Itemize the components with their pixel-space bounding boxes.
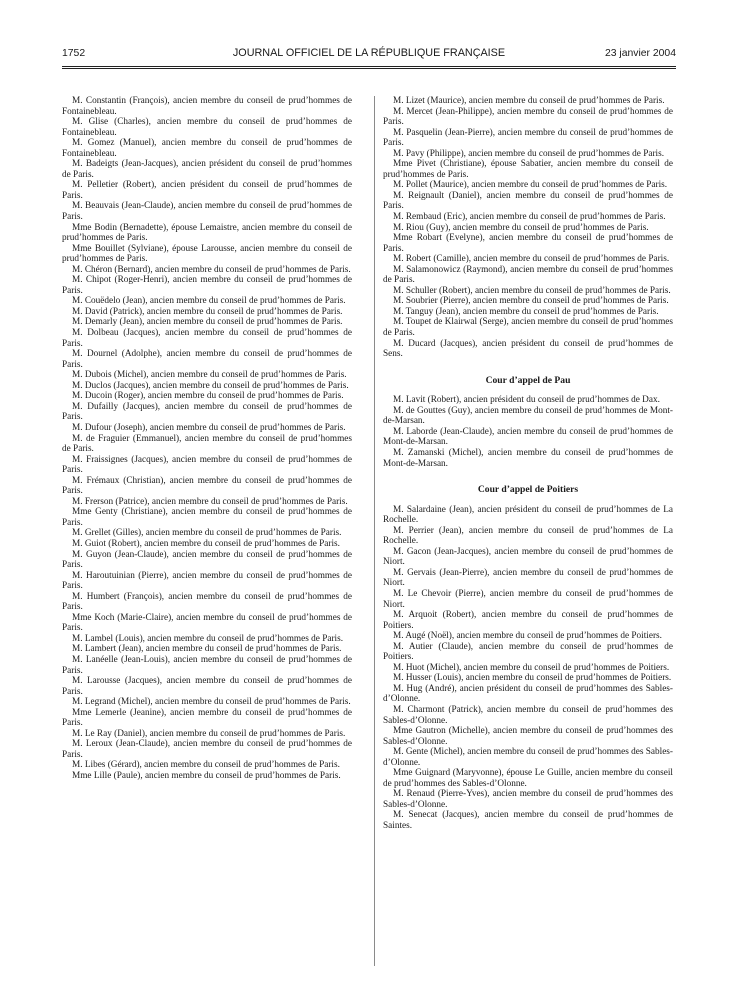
list-entry: M. Le Ray (Daniel), ancien membre du conseil de prud’hommes de Paris. (72, 728, 346, 739)
list-entry: M. Dolbeau (Jacques), ancien membre du conseil de prud’hommes de Paris. (62, 328, 352, 349)
list-entry: M. Gacon (Jean-Jacques), ancien membre du conseil de prud’hommes de Niort. (383, 546, 673, 568)
list-entry: M. Ducoin (Roger), ancien membre du conseil de prud’hommes de Paris. (72, 391, 344, 402)
list-entry: M. Frémaux (Christian), ancien membre du conseil de prud’hommes de Paris. (62, 475, 352, 497)
right-column-entries (383, 96, 673, 360)
list-entry: M. Glise (Charles), ancien membre du conseil de prud’hommes de Fontainebleau. (62, 117, 352, 138)
list-entry: M. Beauvais (Jean-Claude), ancien membre du conseil de prud’hommes de Paris. (62, 201, 352, 223)
list-entry: M. Leroux (Jean-Claude), ancien membre du conseil de prud’hommes de Paris. (62, 739, 352, 760)
list-entry: Mme Lemerle (Jeanine), ancien membre du conseil de prud’hommes de Paris. (62, 707, 352, 729)
list-entry: M. Salardaine (Jean), ancien président du conseil de prud’hommes de La Rochelle. (383, 504, 673, 526)
list-entry: M. Tanguy (Jean), ancien membre du conseil de prud’hommes de Paris. (393, 306, 659, 317)
list-entry: M. de Gouttes (Guy), ancien membre du conseil de prud’hommes de Mont-de-Marsan. (383, 405, 673, 427)
list-entry: M. Gente (Michel), ancien membre du conseil de prud’hommes des Sables-d’Olonne. (383, 747, 673, 768)
list-entry: Mme Guignard (Maryvonne), épouse Le Guille, ancien membre du conseil de prud’hommes des Sables-d’Olonne. (383, 768, 673, 789)
section-heading-pau: Cour d’appel de Pau (485, 374, 571, 386)
list-entry: Mme Pivet (Christiane), épouse Sabatier, ancien membre du conseil de prud’hommes de Paris. (383, 159, 673, 180)
list-entry: M. Zamanski (Michel), ancien membre du conseil de prud’hommes de Mont-de-Marsan. (383, 447, 673, 469)
list-entry: M. Lavit (Robert), ancien président du conseil de prud’hommes de Dax. (393, 395, 660, 406)
list-entry: M. Pelletier (Robert), ancien président du conseil de prud’hommes de Paris. (62, 180, 352, 201)
list-entry: M. Le Chevoir (Pierre), ancien membre du conseil de prud’hommes de Niort. (383, 588, 673, 610)
list-entry: Mme Gautron (Michelle), ancien membre du conseil de prud’hommes des Sables-d’Olonne. (383, 726, 673, 747)
list-entry: M. Renaud (Pierre-Yves), ancien membre du conseil de prud’hommes des Sables-d’Olonne. (383, 789, 673, 810)
pau-entries (383, 395, 673, 469)
list-entry: M. Lanéelle (Jean-Louis), ancien membre du conseil de prud’hommes de Paris. (62, 654, 352, 676)
list-entry: M. de Fraguier (Emmanuel), ancien membre du conseil de prud’hommes de Paris. (62, 433, 352, 455)
list-entry: M. Arquoit (Robert), ancien membre du conseil de prud’hommes de Poitiers. (383, 610, 673, 631)
list-entry: M. David (Patrick), ancien membre du conseil de prud’hommes de Paris. (72, 306, 343, 317)
list-entry: M. Hug (André), ancien président du conseil de prud’hommes des Sables-d’Olonne. (383, 683, 673, 705)
list-entry: M. Humbert (François), ancien membre du conseil de prud’hommes de Paris. (62, 591, 352, 613)
list-entry: Mme Lille (Paule), ancien membre du conseil de prud’hommes de Paris. (72, 771, 341, 781)
list-entry: Mme Genty (Christiane), ancien membre du conseil de prud’hommes de Paris. (62, 507, 352, 528)
list-entry: M. Dufour (Joseph), ancien membre du conseil de prud’hommes de Paris. (72, 422, 346, 433)
list-entry: M. Dufailly (Jacques), ancien membre du conseil de prud’hommes de Paris. (62, 401, 352, 423)
list-entry: M. Gomez (Manuel), ancien membre du conseil de prud’hommes de Fontainebleau. (62, 138, 352, 159)
list-entry: M. Larousse (Jacques), ancien membre du conseil de prud’hommes de Paris. (62, 676, 352, 697)
list-entry: Mme Koch (Marie-Claire), ancien membre du conseil de prud’hommes de Paris. (62, 612, 352, 634)
list-entry: M. Mercet (Jean-Philippe), ancien membre du conseil de prud’hommes de Paris. (383, 106, 673, 128)
poitiers-entries (383, 505, 673, 832)
list-entry: M. Lambel (Louis), ancien membre du conseil de prud’hommes de Paris. (72, 633, 344, 644)
header-rule (62, 66, 676, 69)
list-entry: M. Grellet (Gilles), ancien membre du conseil de prud’hommes de Paris. (72, 528, 342, 539)
list-entry: M. Chéron (Bernard), ancien membre du conseil de prud’hommes de Paris. (72, 264, 351, 275)
list-entry: M. Huot (Michel), ancien membre du conseil de prud’hommes de Poitiers. (393, 662, 670, 673)
column-divider (374, 96, 375, 966)
journal-title: JOURNAL OFFICIEL DE LA RÉPUBLIQUE FRANÇAISE (232, 47, 506, 59)
right-column (383, 96, 673, 972)
list-entry: M. Laborde (Jean-Claude), ancien membre du conseil de prud’hommes de Mont-de-Marsan. (383, 426, 673, 448)
list-entry: M. Lizet (Maurice), ancien membre du conseil de prud’hommes de Paris. (393, 96, 665, 106)
list-entry: M. Robert (Camille), ancien membre du conseil de prud’hommes de Paris. (393, 254, 670, 265)
list-entry: M. Fraissignes (Jacques), ancien membre du conseil de prud’hommes de Paris. (62, 454, 352, 476)
list-entry: M. Senecat (Jacques), ancien membre du conseil de prud’hommes de Saintes. (383, 810, 673, 831)
list-entry: M. Legrand (Michel), ancien membre du conseil de prud’hommes de Paris. (72, 697, 351, 708)
left-column (62, 96, 352, 972)
list-entry: M. Demarly (Jean), ancien membre du conseil de prud’hommes de Paris. (72, 317, 343, 328)
list-entry: M. Reignault (Daniel), ancien membre du conseil de prud’hommes de Paris. (383, 190, 673, 212)
list-entry: M. Dournel (Adolphe), ancien membre du conseil de prud’hommes de Paris. (62, 349, 352, 370)
list-entry: M. Guyon (Jean-Claude), ancien membre du conseil de prud’hommes de Paris. (62, 549, 352, 571)
list-entry: M. Schuller (Robert), ancien membre du conseil de prud’hommes de Paris. (393, 285, 671, 296)
list-entry: M. Ducard (Jacques), ancien président du conseil de prud’hommes de Sens. (383, 338, 673, 360)
list-entry: M. Lambert (Jean), ancien membre du conseil de prud’hommes de Paris. (72, 644, 342, 655)
list-entry: M. Badeigts (Jean-Jacques), ancien président du conseil de prud’hommes de Paris. (62, 159, 352, 180)
list-entry: M. Augé (Noël), ancien membre du conseil de prud’hommes de Poitiers. (393, 631, 662, 642)
list-entry: M. Constantin (François), ancien membre du conseil de prud’hommes de Fontainebleau. (62, 96, 352, 117)
list-entry: M. Pasquelin (Jean-Pierre), ancien membre du conseil de prud’hommes de Paris. (383, 127, 673, 149)
list-entry: M. Couëdelo (Jean), ancien membre du conseil de prud’hommes de Paris. (72, 296, 346, 307)
list-entry: M. Rembaud (Eric), ancien membre du conseil de prud’hommes de Paris. (393, 212, 666, 223)
list-entry: M. Husser (Louis), ancien membre du conseil de prud’hommes de Poitiers. (393, 673, 672, 684)
list-entry: M. Gervais (Jean-Pierre), ancien membre du conseil de prud’hommes de Niort. (383, 567, 673, 589)
list-entry: M. Charmont (Patrick), ancien membre du conseil de prud’hommes des Sables-d’Olonne. (383, 704, 673, 726)
list-entry: M. Riou (Guy), ancien membre du conseil de prud’hommes de Paris. (393, 222, 649, 233)
list-entry: M. Duclos (Jacques), ancien membre du conseil de prud’hommes de Paris. (72, 380, 349, 391)
list-entry: M. Autier (Claude), ancien membre du conseil de prud’hommes de Poitiers. (383, 641, 673, 663)
section-heading-poitiers: Cour d’appel de Poitiers (477, 484, 579, 496)
list-entry: M. Haroutuinian (Pierre), ancien membre du conseil de prud’hommes de Paris. (62, 570, 352, 592)
page-number: 1752 (62, 48, 86, 59)
list-entry: M. Toupet de Klairwal (Serge), ancien membre du conseil de prud’hommes de Paris. (383, 317, 673, 339)
list-entry: M. Frerson (Patrice), ancien membre du conseil de prud’hommes de Paris. (72, 496, 348, 507)
list-entry: Mme Robart (Evelyne), ancien membre du conseil de prud’hommes de Paris. (383, 233, 673, 254)
list-entry: M. Salamonowicz (Raymond), ancien membre du conseil de prud’hommes de Paris. (383, 264, 673, 286)
list-entry: M. Guiot (Robert), ancien membre du conseil de prud’hommes de Paris. (72, 538, 340, 549)
list-entry: M. Pavy (Philippe), ancien membre du conseil de prud’hommes de Paris. (393, 148, 665, 159)
list-entry: Mme Bodin (Bernadette), épouse Lemaistre, ancien membre du conseil de prud’hommes de Paris. (62, 222, 352, 244)
issue-date: 23 janvier 2004 (604, 48, 676, 59)
list-entry: M. Libes (Gérard), ancien membre du conseil de prud’hommes de Paris. (72, 760, 340, 771)
page-header (62, 44, 676, 62)
list-entry: M. Chipot (Roger-Henri), ancien membre du conseil de prud’hommes de Paris. (62, 275, 352, 296)
list-entry: Mme Bouillet (Sylviane), épouse Larousse, ancien membre du conseil de prud’hommes de Paris. (62, 243, 352, 265)
list-entry: M. Perrier (Jean), ancien membre du conseil de prud’hommes de La Rochelle. (383, 525, 673, 547)
list-entry: M. Pollet (Maurice), ancien membre du conseil de prud’hommes de Paris. (393, 180, 668, 191)
list-entry: M. Dubois (Michel), ancien membre du conseil de prud’hommes de Paris. (72, 370, 347, 381)
list-entry: M. Soubrier (Pierre), ancien membre du conseil de prud’hommes de Paris. (393, 296, 669, 307)
